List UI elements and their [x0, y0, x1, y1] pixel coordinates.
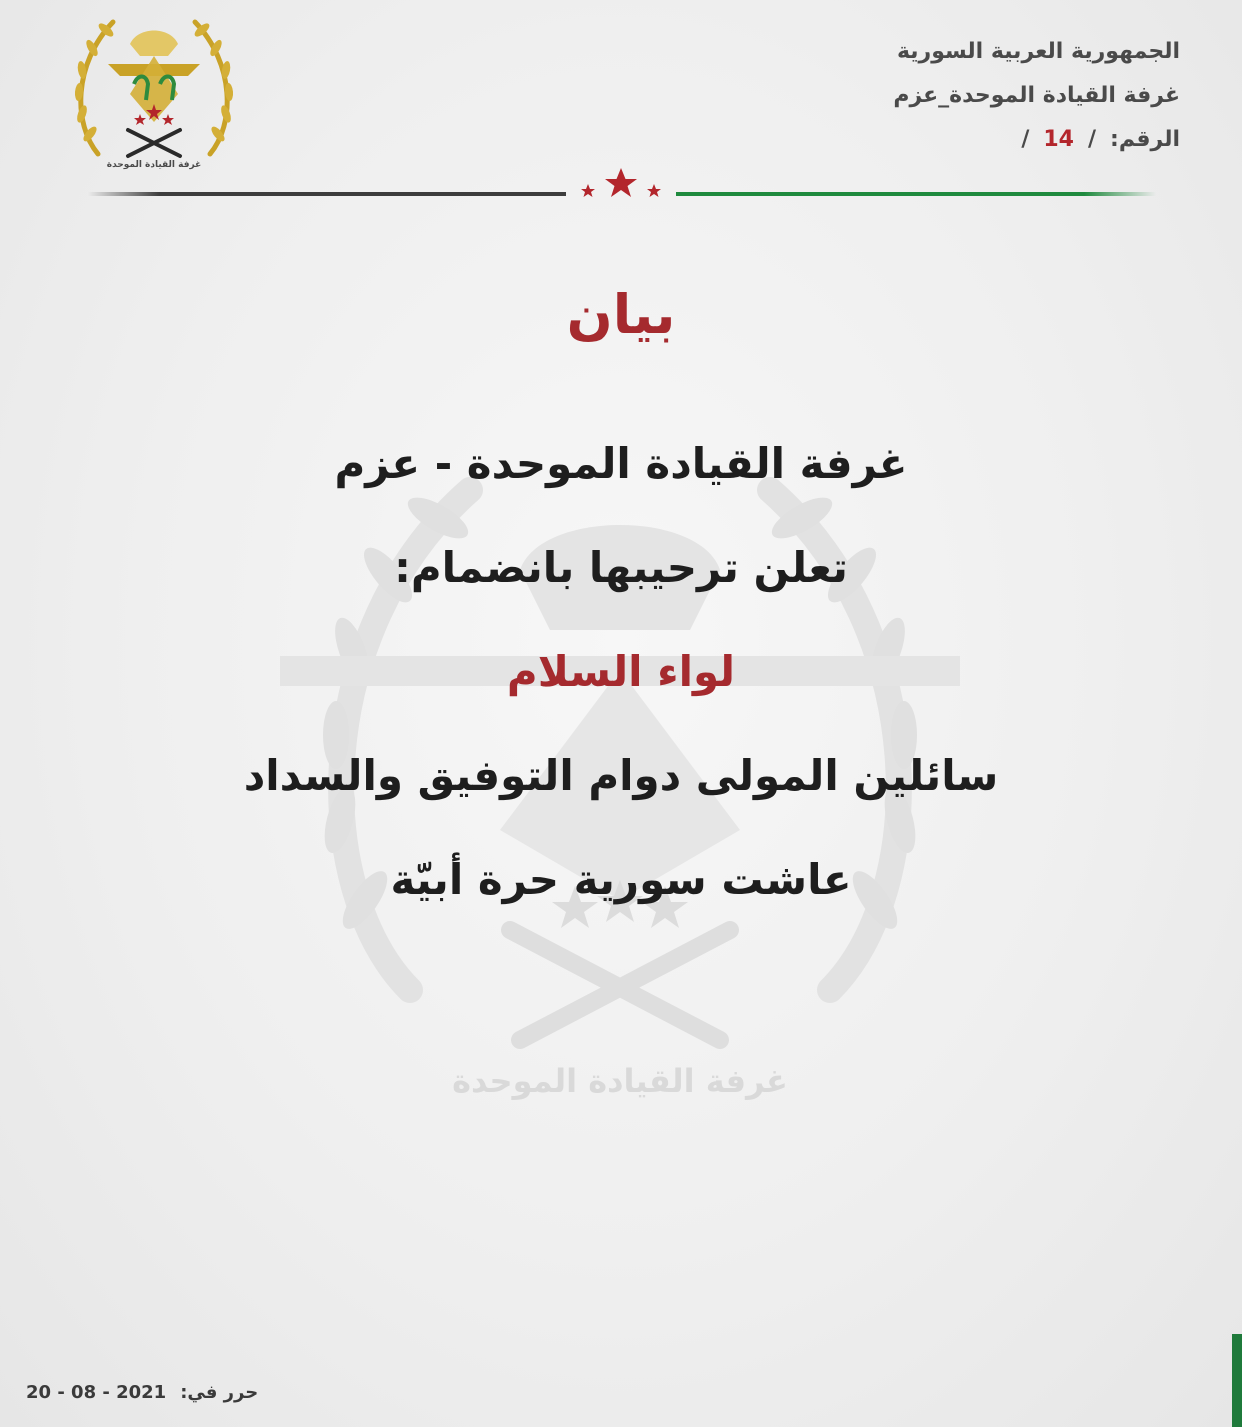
date-value: 20 - 08 - 2021 — [26, 1382, 167, 1403]
statement-title: بيان — [566, 283, 676, 346]
body-line-announcement: تعلن ترحيبها بانضمام: — [394, 543, 848, 592]
date-label: حرر في: — [180, 1382, 259, 1403]
divider-right-line — [676, 192, 1156, 196]
header-country: الجمهورية العربية السورية — [896, 39, 1180, 64]
body-line-prayer: سائلين المولى دوام التوفيق والسداد — [243, 751, 999, 800]
divider-left-line — [88, 192, 566, 196]
body-line-brigade-name: لواء السلام — [506, 647, 736, 696]
divider-star-center — [605, 168, 637, 197]
number-value: 14 — [1043, 127, 1074, 152]
statement-body — [0, 270, 1242, 932]
body-line-organization: غرفة القيادة الموحدة - عزم — [334, 439, 908, 488]
footer-date — [26, 1382, 258, 1403]
eagle-emblem-icon — [68, 4, 240, 184]
logo-caption: غرفة القيادة الموحدة — [106, 160, 202, 170]
body-line-slogan: عاشت سورية حرة أبيّة — [390, 855, 852, 904]
watermark-caption: غرفة القيادة الموحدة — [452, 1062, 788, 1100]
number-label: الرقم: — [1110, 127, 1180, 152]
document-number — [893, 118, 1180, 162]
divider-star-right — [647, 184, 661, 197]
header-divider — [0, 168, 1242, 218]
divider-star-left — [581, 184, 595, 197]
number-slash-2: / — [1021, 127, 1030, 152]
header-organization: غرفة القيادة الموحدة_عزم — [893, 83, 1180, 108]
header-block — [893, 30, 1180, 162]
green-edge-bar — [1232, 1334, 1242, 1427]
number-slash-1: / — [1088, 127, 1097, 152]
